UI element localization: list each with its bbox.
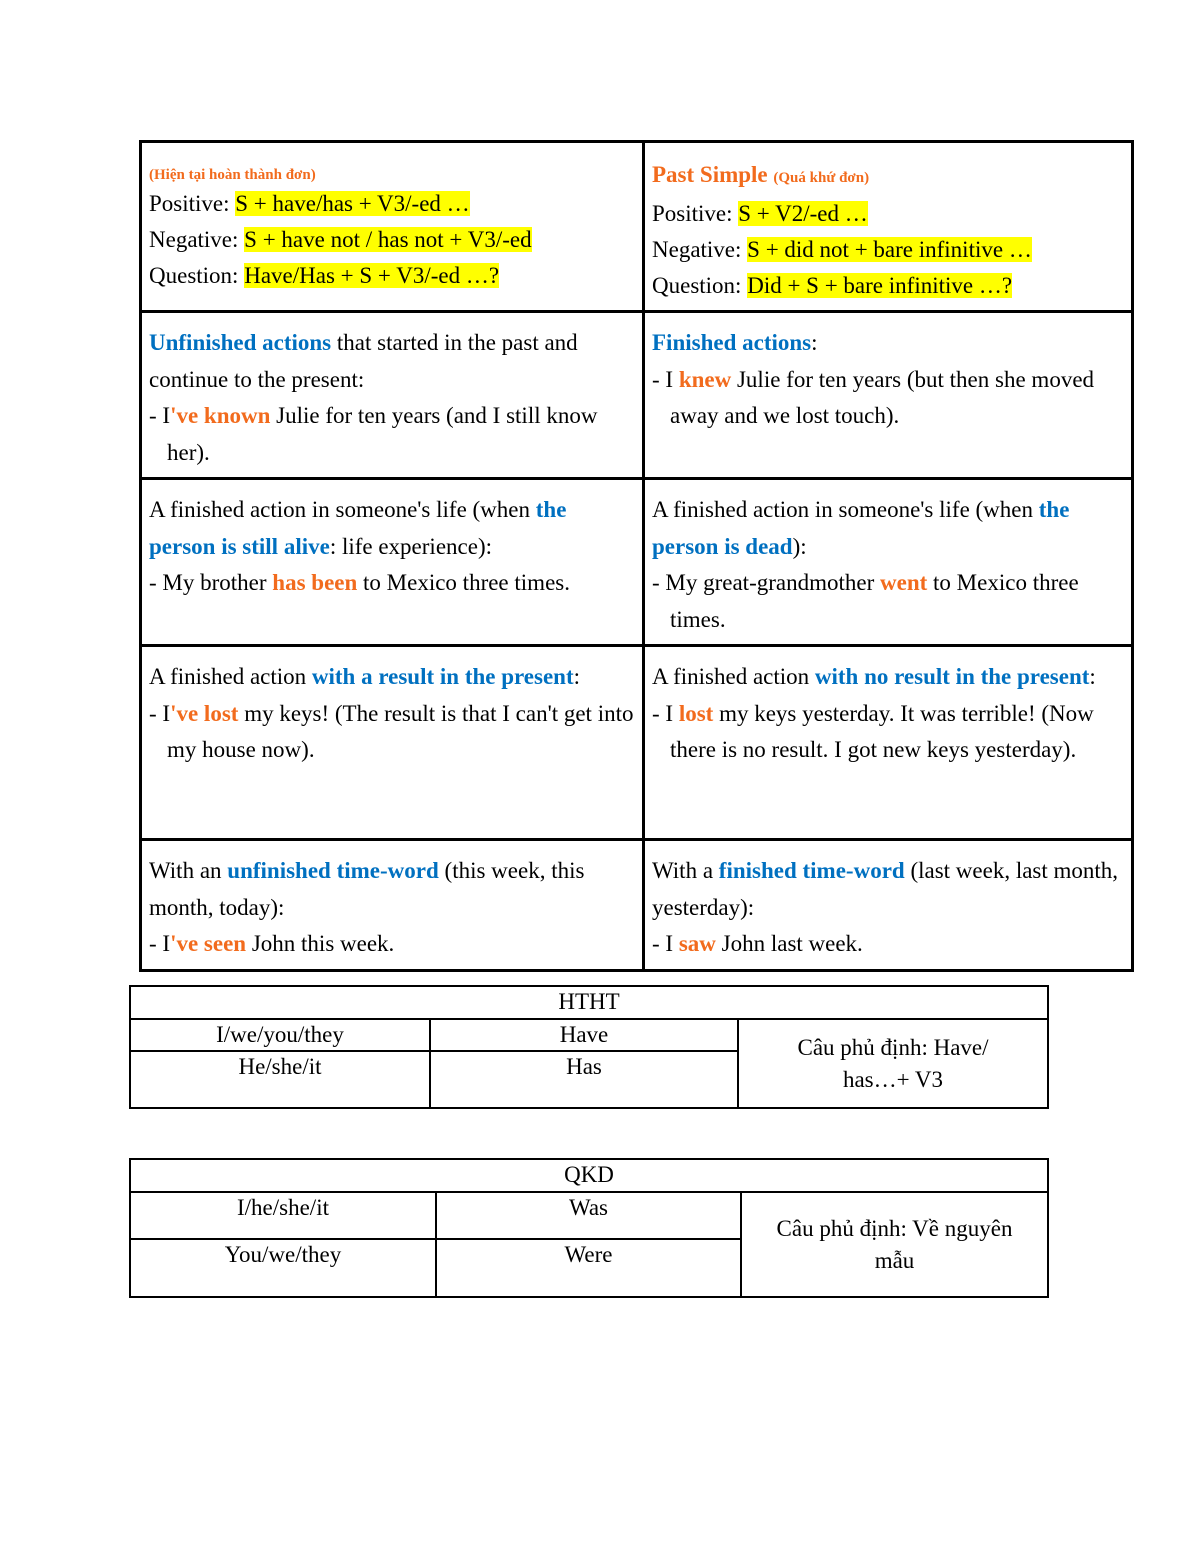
usage-highlight: the person is still alive <box>149 497 567 559</box>
usage-text: : <box>573 664 581 689</box>
example-rest: Julie for ten years (and I still know her). <box>167 403 598 465</box>
question-formula: Have/Has + S + V3/-ed …? <box>244 263 500 288</box>
positive-label: Positive: <box>652 201 739 226</box>
past-simple-usage-cell <box>644 840 1133 971</box>
note-line: mẫu <box>874 1247 915 1273</box>
example-rest: my keys yesterday. It was terrible! (Now there is no result. I got new keys yesterday). <box>670 700 1094 762</box>
negative-label: Negative: <box>652 237 748 262</box>
example-verb: lost <box>678 700 714 726</box>
example-rest: Julie for ten years (but then she moved away and we lost touch). <box>670 366 1095 428</box>
past-simple-usage-cell <box>644 479 1133 646</box>
negative-label: Negative: <box>149 227 245 252</box>
qkd-table <box>129 1158 1049 1298</box>
past-simple-formula-cell <box>644 142 1133 312</box>
example-verb: 've seen <box>170 931 247 956</box>
question-label: Question: <box>149 263 245 288</box>
past-simple-usage-cell <box>644 646 1133 840</box>
formula-row <box>141 142 1133 312</box>
present-perfect-subtitle: (Hiện tại hoàn thành đơn) <box>149 167 316 183</box>
tense-comparison-table <box>139 140 1134 972</box>
question-label: Question: <box>652 273 748 298</box>
htht-negative-note <box>738 1019 1048 1108</box>
usage-highlight: with no result in the present <box>814 664 1090 689</box>
past-simple-subtitle: (Quá khứ đơn) <box>773 170 870 186</box>
htht-subject: He/she/it <box>130 1051 430 1108</box>
example-prefix: - I <box>652 700 679 726</box>
example-prefix: - I <box>149 931 171 956</box>
usage-text: that started in the past and continue to the present: <box>149 330 578 392</box>
note-line: Câu phủ định: Về nguyên <box>776 1215 1013 1241</box>
usage-highlight: unfinished time-word <box>227 858 439 883</box>
qkd-subject: I/he/she/it <box>130 1192 436 1239</box>
example-rest: John last week. <box>715 931 863 956</box>
htht-verb: Have <box>430 1019 738 1051</box>
htht-table <box>129 985 1049 1109</box>
usage-text: A finished action <box>149 664 312 689</box>
usage-text: With an <box>149 858 228 883</box>
example-verb: 've known <box>170 403 271 428</box>
htht-title: HTHT <box>130 986 1048 1019</box>
usage-text: ): <box>792 533 807 559</box>
note-line: has…+ V3 <box>842 1066 944 1092</box>
example-prefix: - I <box>652 366 679 392</box>
question-formula: Did + S + bare infinitive …? <box>747 273 1013 298</box>
usage-text: (this week, this month, today): <box>149 858 585 920</box>
usage-text: A finished action in someone's life (when <box>149 497 536 522</box>
usage-highlight: with a result in the present <box>311 664 574 689</box>
example-rest: John this week. <box>246 931 395 956</box>
usage-highlight: Finished actions <box>652 330 812 355</box>
note-line: Câu phủ định: Have/ <box>797 1034 989 1060</box>
usage-text: A finished action in someone's life (when <box>652 497 1039 522</box>
usage-text: : <box>1089 664 1096 689</box>
positive-formula: S + have/has + V3/-ed … <box>235 191 470 216</box>
usage-highlight: Unfinished actions <box>149 330 332 355</box>
usage-text: : life experience): <box>329 533 492 559</box>
example-prefix: - My brother <box>149 570 273 595</box>
usage-text: A finished action <box>652 664 815 689</box>
example-rest: to Mexico three times. <box>670 570 1079 632</box>
qkd-title: QKD <box>130 1159 1048 1192</box>
usage-row-unfinished <box>141 312 1133 479</box>
example-verb: saw <box>678 931 716 956</box>
usage-row-life <box>141 479 1133 646</box>
example-rest: my keys! (The result is that I can't get into my house now). <box>167 700 634 762</box>
example-rest: to Mexico three times. <box>357 570 570 595</box>
present-perfect-formula-cell <box>141 142 644 312</box>
negative-formula: S + have not / has not + V3/-ed <box>244 227 532 252</box>
present-perfect-usage-cell <box>141 312 644 479</box>
htht-subject: I/we/you/they <box>130 1019 430 1051</box>
example-verb: knew <box>678 366 732 392</box>
qkd-verb: Were <box>436 1239 741 1297</box>
example-prefix: - My great-grandmother <box>652 570 881 595</box>
positive-label: Positive: <box>149 191 236 216</box>
example-prefix: - I <box>149 700 171 726</box>
usage-text: With a <box>652 858 719 883</box>
usage-highlight: finished time-word <box>718 858 905 883</box>
usage-text: : <box>811 330 818 355</box>
qkd-negative-note <box>741 1192 1048 1297</box>
present-perfect-usage-cell <box>141 479 644 646</box>
example-prefix: - I <box>652 931 679 956</box>
example-verb: has been <box>272 570 358 595</box>
usage-row-result <box>141 646 1133 840</box>
example-verb: went <box>880 570 928 595</box>
present-perfect-usage-cell <box>141 646 644 840</box>
past-simple-usage-cell <box>644 312 1133 479</box>
example-prefix: - I <box>149 403 171 428</box>
past-simple-title: Past Simple <box>652 162 768 187</box>
example-verb: 've lost <box>170 700 239 726</box>
htht-verb: Has <box>430 1051 738 1108</box>
usage-row-time-word <box>141 840 1133 971</box>
usage-highlight: the person is dead <box>652 497 1070 559</box>
usage-text: (last week, last month, yesterday): <box>652 858 1119 920</box>
present-perfect-usage-cell <box>141 840 644 971</box>
qkd-subject: You/we/they <box>130 1239 436 1297</box>
negative-formula: S + did not + bare infinitive … <box>747 237 1032 262</box>
positive-formula: S + V2/-ed … <box>738 201 868 226</box>
qkd-verb: Was <box>436 1192 741 1239</box>
